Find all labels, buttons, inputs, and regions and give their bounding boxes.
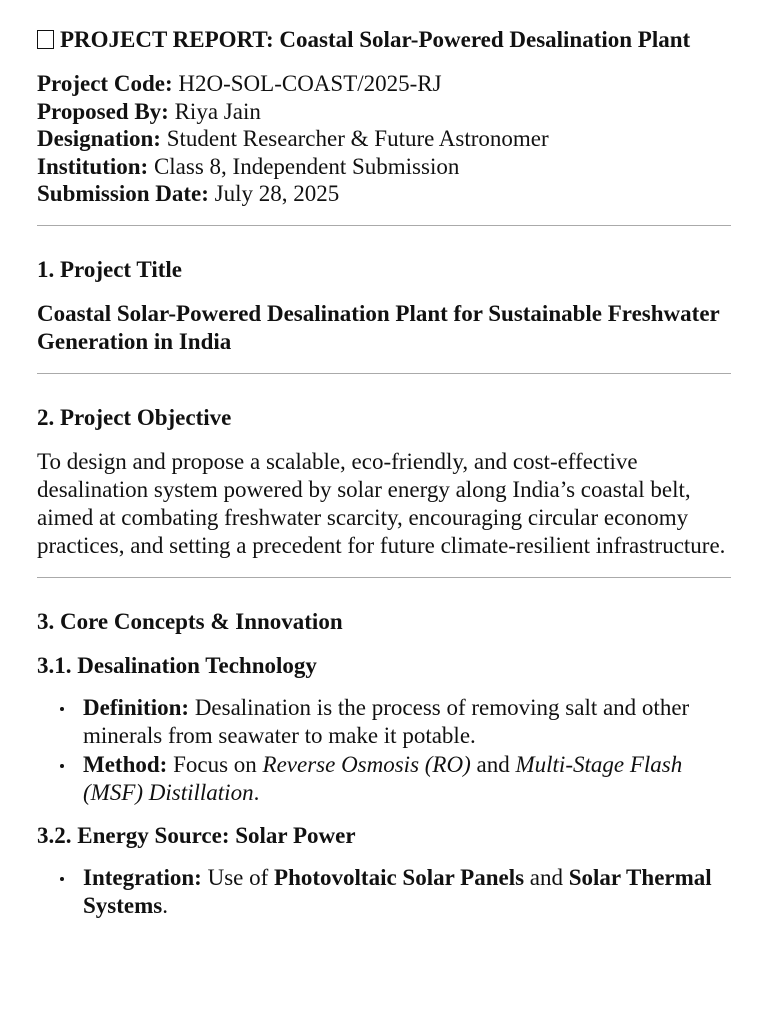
subsection-3-1-heading: 3.1. Desalination Technology <box>37 652 317 678</box>
missing-glyph-box-icon <box>37 30 54 49</box>
section-1-heading: 1. Project Title <box>37 256 182 282</box>
list-item-method: Method: Focus on Reverse Osmosis (RO) and Multi-Stage Flash (MSF) Distillation. <box>83 751 731 808</box>
desalination-list <box>37 694 731 808</box>
objective-paragraph: To design and propose a scalable, eco-friendly, and cost-effective desalination system powered by solar energy along India’s coastal belt, aimed at combating freshwater scarcity, encouraging circular economy practices, and setting a precedent for future climate-resilient infrastructure. <box>37 448 726 558</box>
energy-source-list <box>37 864 731 921</box>
subsection-3-2-heading: 3.2. Energy Source: Solar Power <box>37 822 356 848</box>
meta-proposed-by: Proposed By: Riya Jain <box>37 98 261 124</box>
divider <box>37 225 731 226</box>
divider <box>37 373 731 374</box>
project-title-text: Coastal Solar-Powered Desalination Plant for Sustainable Freshwater Generation in India <box>37 300 720 354</box>
report-title: PROJECT REPORT: Coastal Solar-Powered Desalination Plant <box>37 26 731 54</box>
meta-designation: Designation: Student Researcher & Future Astronomer <box>37 126 549 151</box>
section-2-heading: 2. Project Objective <box>37 404 232 430</box>
divider <box>37 577 731 578</box>
section-3-heading: 3. Core Concepts & Innovation <box>37 608 343 634</box>
list-item-integration: Integration: Use of Photovoltaic Solar Panels and Solar Thermal Systems. <box>83 864 731 921</box>
list-item-definition: Definition: Desalination is the process of removing salt and other minerals from seawater to make it potable. <box>83 694 731 751</box>
meta-submission-date: Submission Date: July 28, 2025 <box>37 181 340 206</box>
meta-project-code: Project Code: H2O-SOL-COAST/2025-RJ <box>37 71 442 96</box>
meta-institution: Institution: Class 8, Independent Submission <box>37 153 460 179</box>
project-meta <box>37 70 731 208</box>
